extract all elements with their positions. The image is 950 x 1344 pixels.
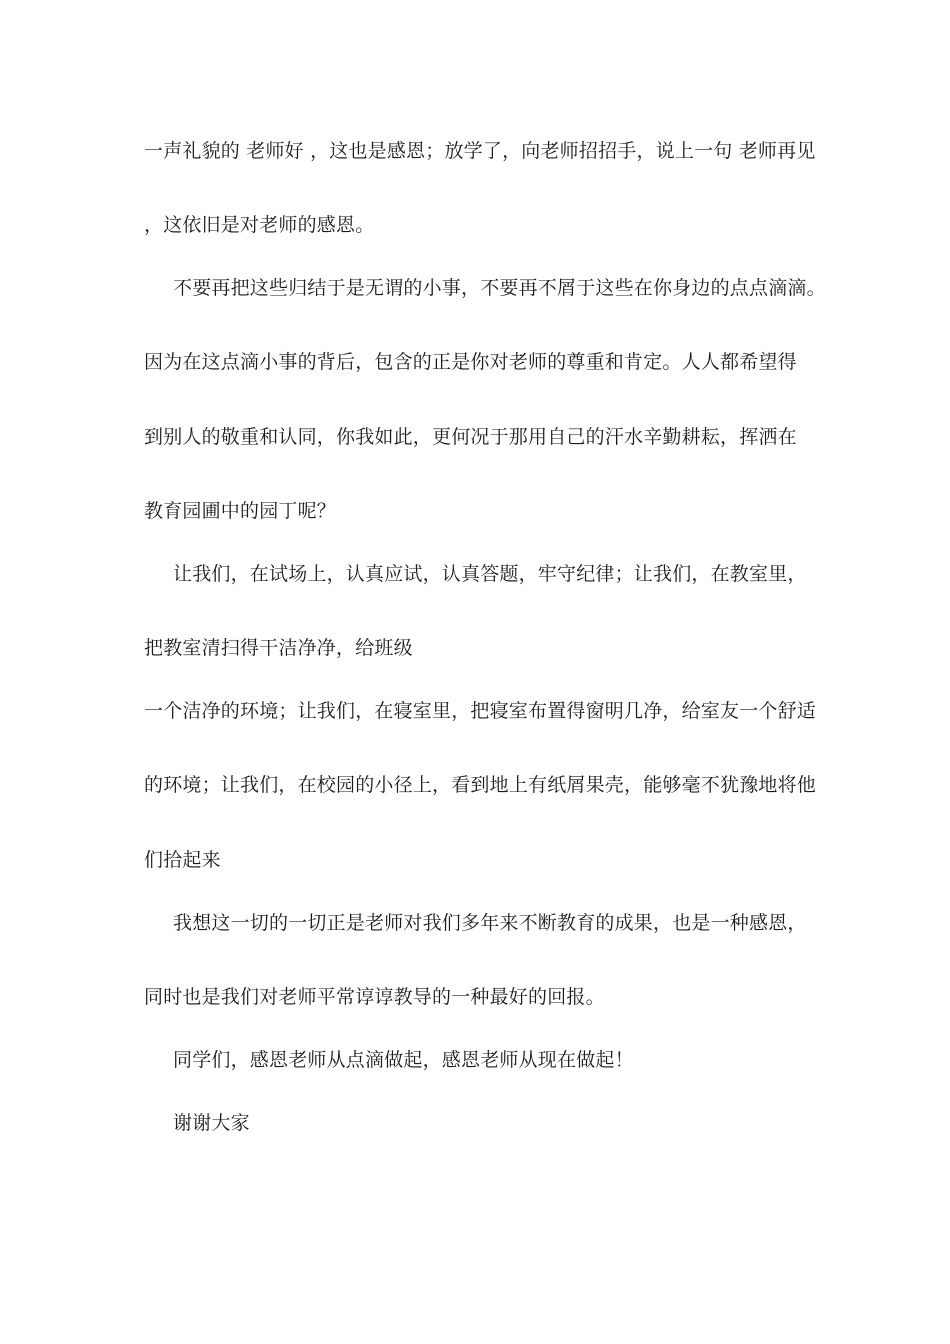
text-line: ，这依旧是对老师的感恩。 xyxy=(144,214,375,236)
text-line: 教育园圃中的园丁呢？ xyxy=(144,500,337,522)
text-line: 把教室清扫得干洁净净，给班级 xyxy=(144,637,413,659)
paragraph-start-line: 不要再把这些归结于是无谓的小事，不要再不屑于这些在你身边的点点滴滴。 xyxy=(173,277,826,299)
text-line: 一个洁净的环境；让我们，在寝室里，把寝室布置得窗明几净，给室友一个舒适 xyxy=(144,700,817,722)
text-line: 一声礼貌的 老师好 ，这也是感恩；放学了，向老师招招手，说上一句 老师再见 xyxy=(144,140,816,162)
text-line: 到别人的敬重和认同，你我如此，更何况于那用自己的汗水辛勤耕耘，挥洒在 xyxy=(144,426,797,448)
paragraph-start-line: 让我们，在试场上，认真应试，认真答题，牢守纪律；让我们，在教室里， xyxy=(173,563,807,585)
paragraph-start-line: 同学们，感恩老师从点滴做起，感恩老师从现在做起！ xyxy=(173,1049,634,1071)
text-line: 的环境；让我们，在校园的小径上，看到地上有纸屑果壳，能够毫不犹豫地将他 xyxy=(144,774,817,796)
text-line: 同时也是我们对老师平常谆谆教导的一种最好的回报。 xyxy=(144,986,605,1008)
text-line: 们拾起来 xyxy=(144,849,221,871)
closing-line: 谢谢大家 xyxy=(173,1112,250,1134)
text-line: 因为在这点滴小事的背后，包含的正是你对老师的尊重和肯定。人人都希望得 xyxy=(144,351,797,373)
paragraph-start-line: 我想这一切的一切正是老师对我们多年来不断教育的成果，也是一种感恩， xyxy=(173,912,807,934)
